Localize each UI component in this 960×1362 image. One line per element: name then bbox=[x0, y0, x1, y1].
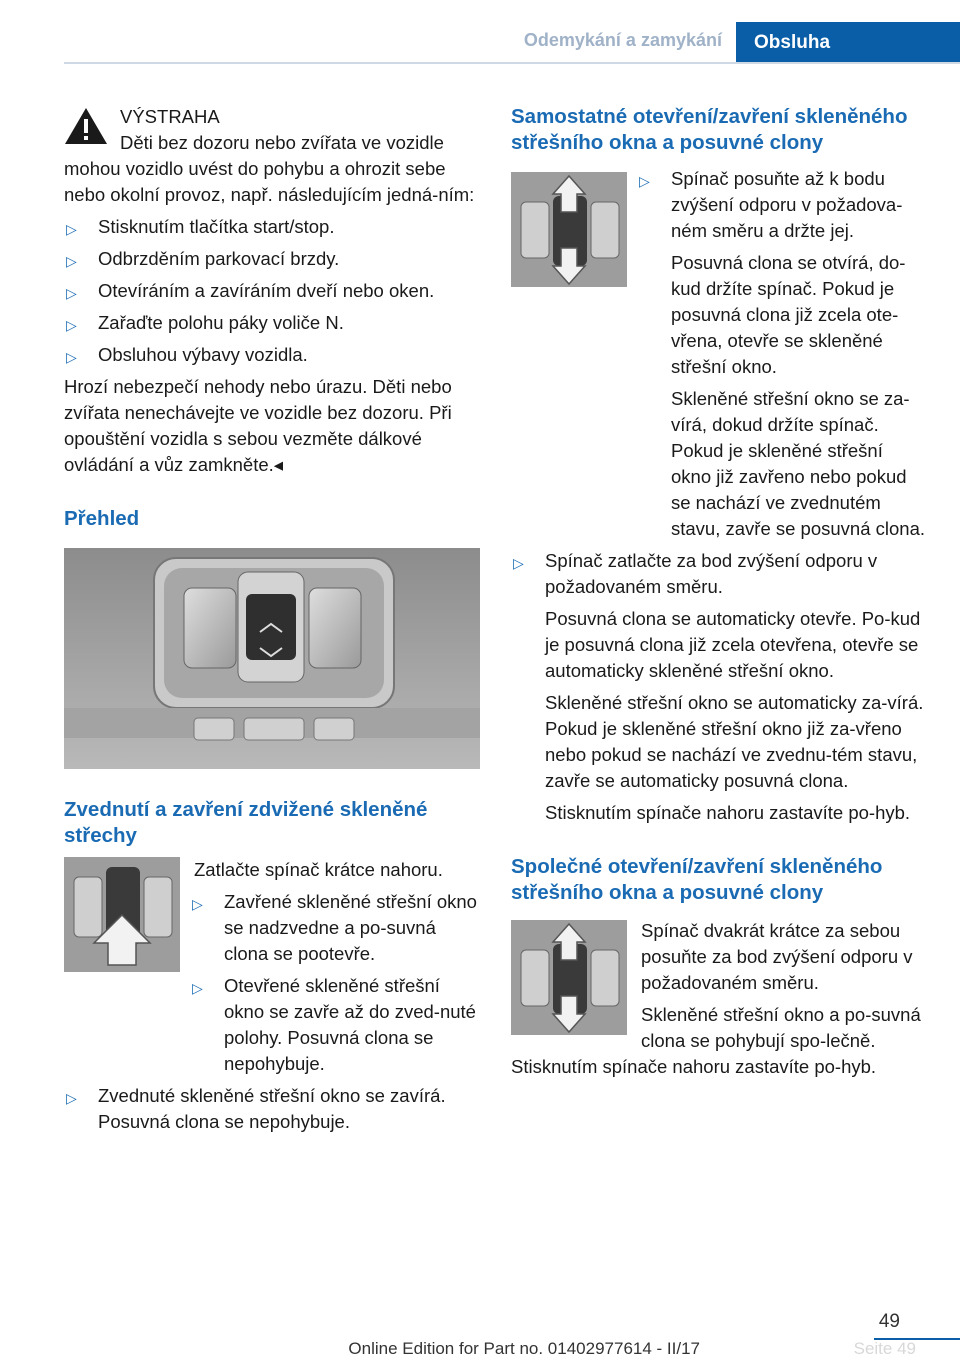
switch-slide-photo bbox=[511, 172, 627, 287]
triangle-bullet-icon: ▷ bbox=[192, 896, 203, 912]
separate-list-1 bbox=[637, 166, 927, 542]
triangle-bullet-icon: ▷ bbox=[66, 1090, 77, 1106]
list-item: ▷ Zařaďte polohu páky voliče N. bbox=[64, 310, 480, 336]
triangle-bullet-icon: ▷ bbox=[66, 349, 77, 365]
triangle-bullet-icon: ▷ bbox=[192, 980, 203, 996]
overview-heading: Přehled bbox=[64, 507, 140, 530]
warning-block bbox=[64, 104, 480, 478]
lift-intro: Zatlačte spínač krátce nahoru. bbox=[194, 859, 443, 880]
triangle-bullet-icon: ▷ bbox=[66, 285, 77, 301]
edition-text: Online Edition for Part no. 01402977614 - II/17 bbox=[348, 1339, 700, 1358]
switch-double-slide-photo bbox=[511, 920, 627, 1035]
left-column bbox=[64, 104, 480, 1135]
roof-console-photo bbox=[64, 548, 480, 769]
triangle-bullet-icon: ▷ bbox=[66, 317, 77, 333]
header-chapter-tab[interactable]: Obsluha bbox=[736, 22, 960, 64]
watermark-text: Seite 49 bbox=[853, 1339, 916, 1358]
right-column bbox=[511, 104, 927, 1080]
list-item: ▷ Stisknutím tlačítka start/stop. bbox=[64, 214, 480, 240]
lift-sublist bbox=[190, 889, 480, 1077]
triangle-bullet-icon: ▷ bbox=[66, 253, 77, 269]
list-item: ▷ Zavřené skleněné střešní okno se nadzvedne a po-suvná clona se pootevře. bbox=[192, 891, 477, 964]
warning-triangle-icon bbox=[64, 106, 108, 146]
lift-list bbox=[64, 1083, 480, 1135]
list-item: ▷ Spínač zatlačte za bod zvýšení odporu v požadovaném směru. Posuvná clona se automaticky otevře. Po-kud je posuvná clona již zcela otevřena, otevře se automaticky skleněné střešní okno. Skleněné střešní okno se automaticky za-vírá. Pokud je skleněné střešní okno již za-vřeno nebo pokud se nachází ve zvednu-tém stavu, zavře se automaticky posuvná clona. Stisknutím spínače nahoru zastavíte po-hyb. bbox=[513, 550, 924, 823]
triangle-bullet-icon: ▷ bbox=[513, 555, 524, 571]
joint-p1: Spínač dvakrát krátce za sebou posuňte za bod zvýšení odporu v požadovaném směru. bbox=[641, 920, 913, 993]
list-item: ▷ Zvednuté skleněné střešní okno se zavírá. Posuvná clona se nepohybuje. bbox=[66, 1085, 446, 1132]
warning-list bbox=[64, 214, 480, 368]
lift-heading: Zvednutí a zavření zdvižené skleněné střechy bbox=[64, 798, 428, 847]
warning-intro: Děti bez dozoru nebo zvířata ve vozidle mohou vozidlo uvést do pohybu a ohrozit sebe nebo okolní provoz, např. následujícím jedná-ním: bbox=[64, 132, 475, 205]
joint-p2: Skleněné střešní okno a po-suvná clona se pohybují spo-lečně. Stisknutím spínače nahoru zastavíte po-hyb. bbox=[511, 1004, 921, 1077]
list-item: ▷ Otevřené skleněné střešní okno se zavře až do zved-nuté polohy. Posuvná clona se nepohybuje. bbox=[192, 975, 476, 1074]
triangle-bullet-icon: ▷ bbox=[639, 173, 650, 189]
separate-heading: Samostatné otevření/zavření skleněného střešního okna a posuvné clony bbox=[511, 105, 908, 154]
list-item: ▷ Otevíráním a zavíráním dveří nebo oken. bbox=[64, 278, 480, 304]
list-item: ▷ Odbrzděním parkovací brzdy. bbox=[64, 246, 480, 272]
header-rule bbox=[64, 62, 960, 64]
separate-list-2 bbox=[511, 548, 927, 826]
list-item: ▷ Obsluhou výbavy vozidla. bbox=[64, 342, 480, 368]
triangle-bullet-icon: ▷ bbox=[66, 221, 77, 237]
joint-heading: Společné otevření/zavření skleněného střešního okna a posuvné clony bbox=[511, 855, 883, 904]
warning-title: VÝSTRAHA bbox=[120, 106, 220, 127]
page-number: 49 bbox=[878, 1311, 900, 1332]
switch-push-up-photo bbox=[64, 857, 180, 972]
header-section-title: Odemykání a zamykání bbox=[523, 30, 722, 50]
warning-outro: Hrozí nebezpečí nehody nebo úrazu. Děti nebo zvířata nenechávejte ve vozidle bez dozoru. Při opouštění vozidla s sebou vezměte dálkové ovládání a vůz zamkněte.◂ bbox=[64, 376, 452, 475]
list-item: ▷ Spínač posuňte až k bodu zvýšení odporu v požadova-ném směru a držte jej. Posuvná clona se otvírá, do-kud držíte spínač. Pokud je posuvná clona již zcela ote-vřena, otevře se skleněné střešní okno. Skleněné střešní okno se za-vírá, dokud držíte spínač. Pokud je skleněné střešní okno již zavřeno nebo pokud se nachází ve zvednutém stavu, zavře se posuvná clona. bbox=[639, 168, 926, 539]
